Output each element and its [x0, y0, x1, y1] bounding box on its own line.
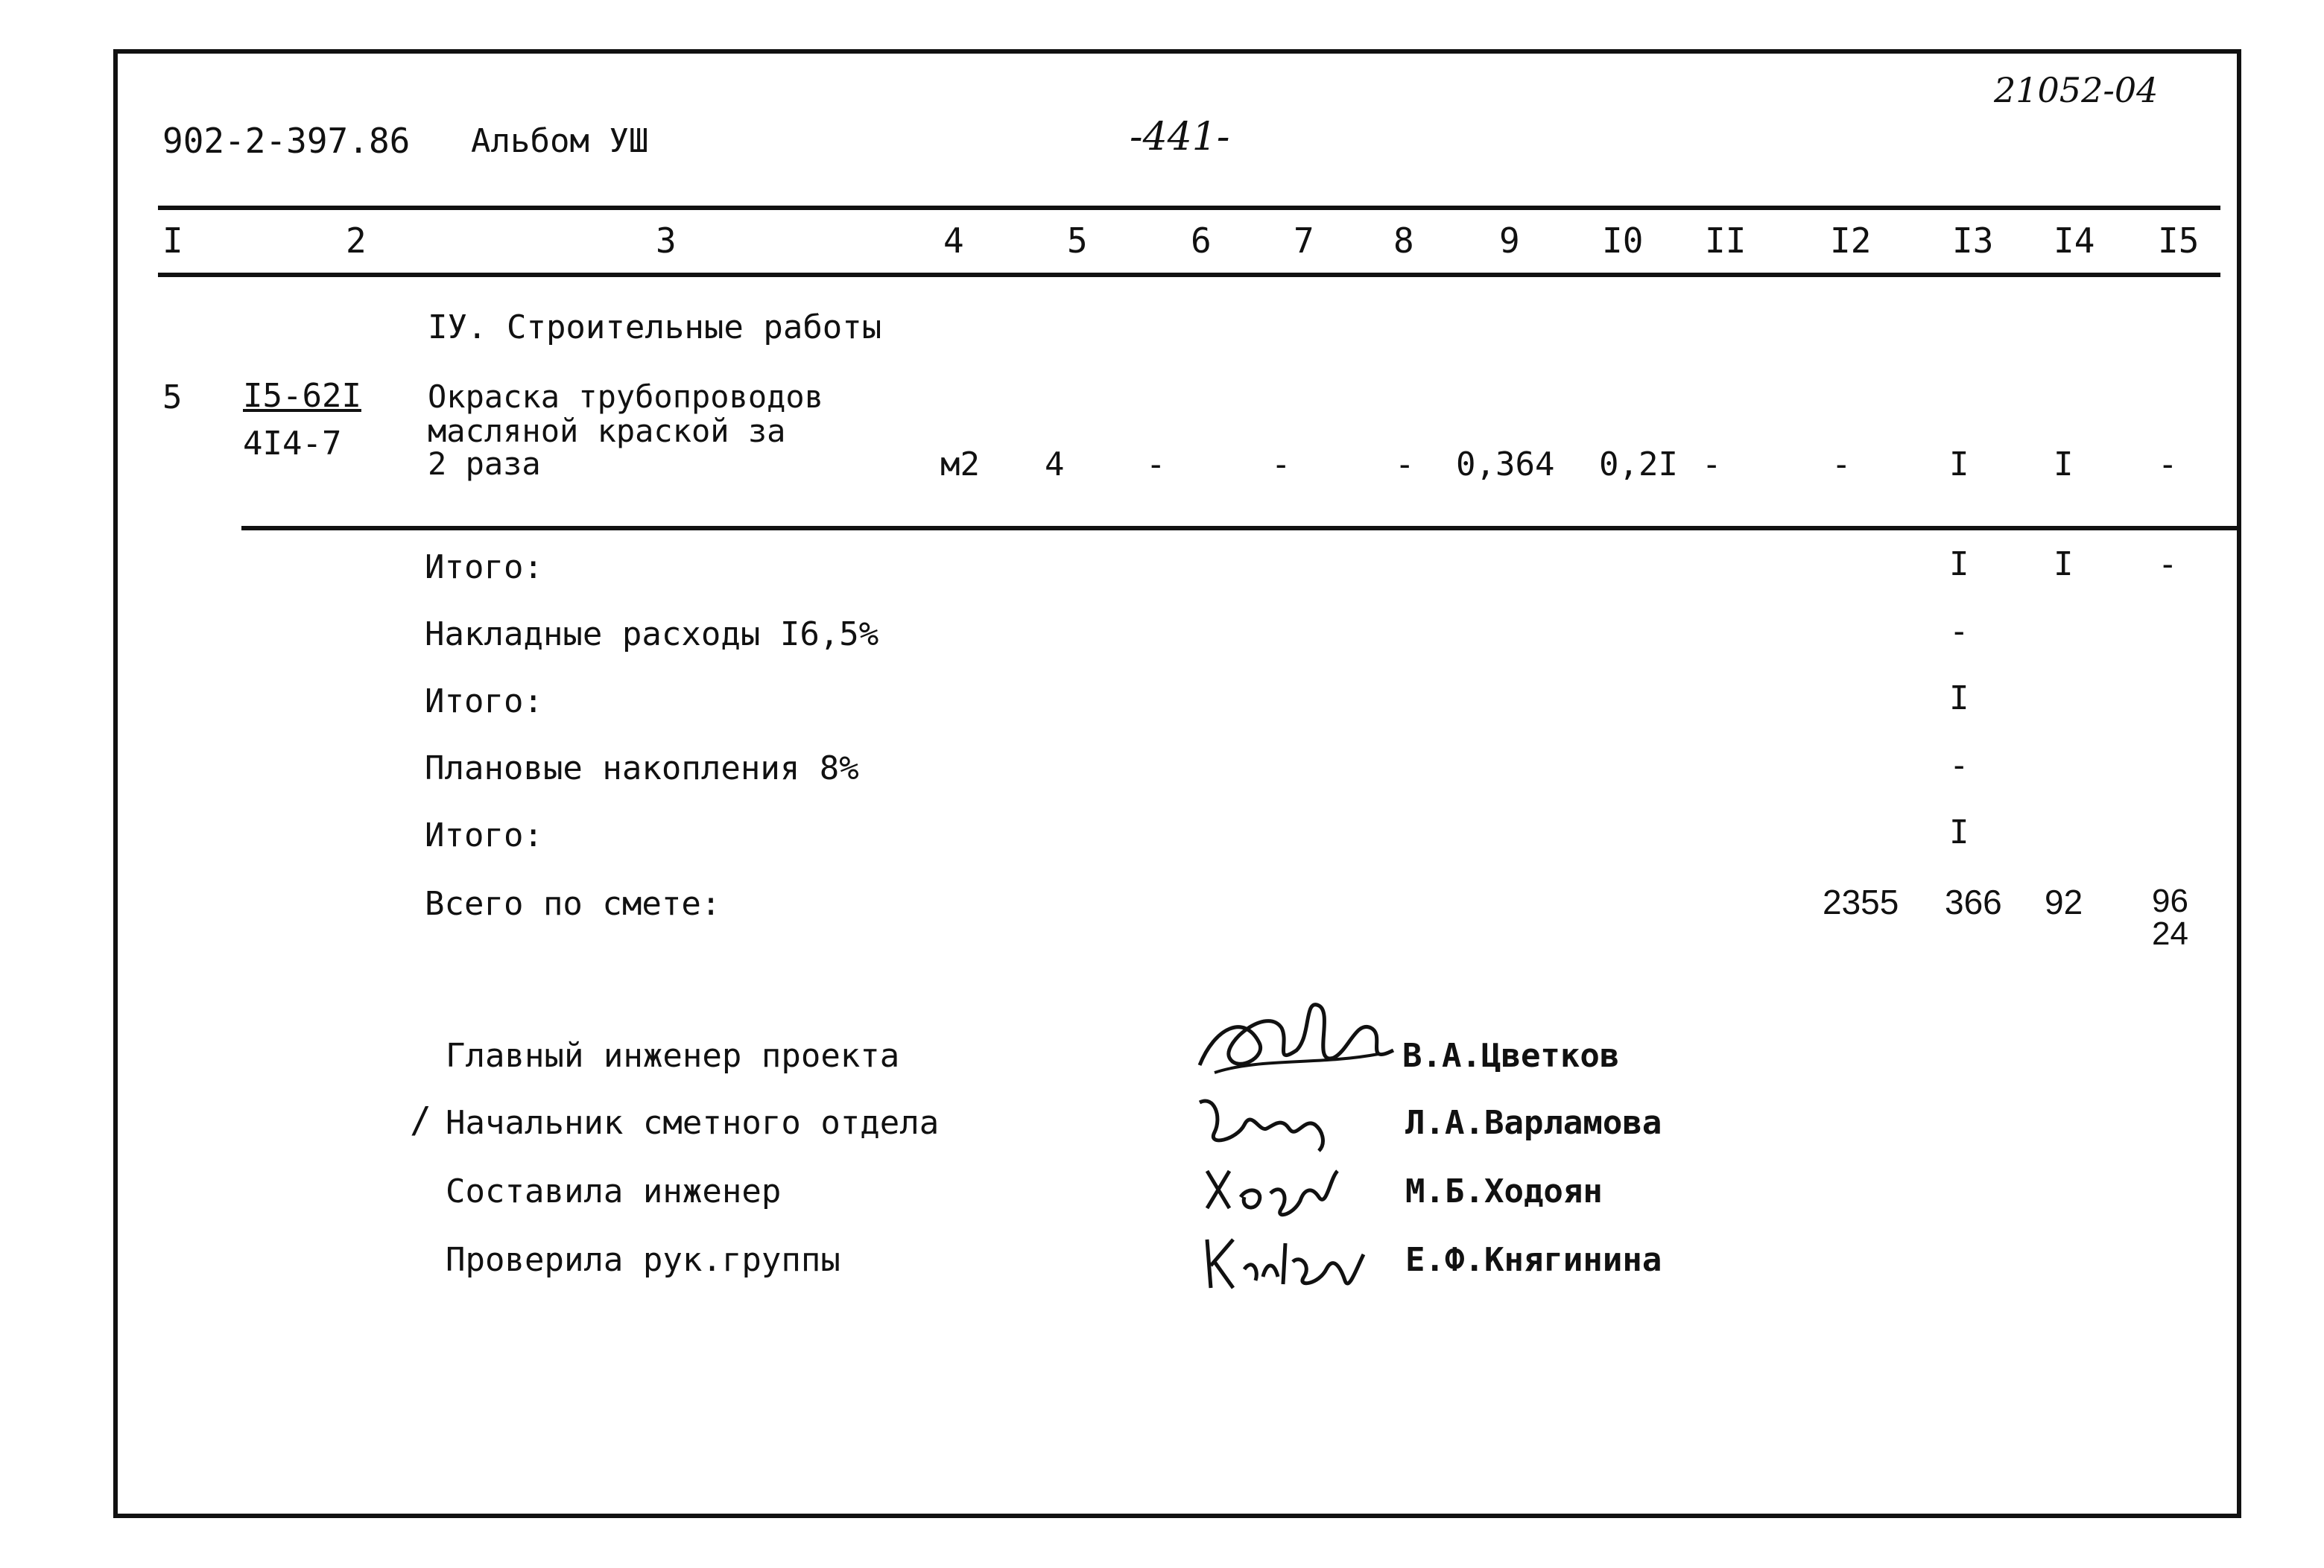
cell-c6: - — [1146, 445, 1166, 483]
header-rule-bottom — [158, 273, 2220, 277]
handwritten-signature — [1185, 983, 1408, 1088]
total-label: Итого: — [425, 682, 543, 720]
grand-total-c15-bottom: 24 — [2152, 915, 2188, 952]
col-header: 3 — [656, 220, 677, 261]
col-header: II — [1705, 220, 1747, 261]
cell-c11: - — [1702, 445, 1722, 483]
handwritten-signature — [1200, 1156, 1349, 1223]
col-header: 2 — [346, 220, 367, 261]
total-c13: - — [1949, 612, 1969, 650]
signature-role: Составила инженер — [446, 1172, 782, 1210]
item-subcode: 4I4-7 — [243, 425, 342, 463]
grand-total-c12: 2355 — [1823, 883, 1899, 921]
col-header: 5 — [1067, 220, 1088, 261]
col-header: 9 — [1499, 220, 1520, 261]
col-header: I3 — [1952, 220, 1994, 261]
cell-c9: 0,364 — [1456, 445, 1555, 483]
section-title: IУ. Строительные работы — [428, 308, 882, 346]
item-description-line: масляной краской за — [428, 413, 786, 449]
total-label: Накладные расходы I6,5% — [425, 615, 879, 653]
signature-role: Начальник сметного отдела — [446, 1104, 940, 1142]
cell-c13: I — [1949, 445, 1969, 483]
cell-c10: 0,2I — [1599, 445, 1678, 483]
total-c13: - — [1949, 746, 1969, 784]
signature-role: Главный инженер проекта — [446, 1037, 900, 1075]
cell-c14: I — [2054, 445, 2074, 483]
album-label: Альбом УШ — [471, 122, 649, 160]
item-description-line: 2 раза — [428, 445, 541, 482]
col-header: 8 — [1393, 220, 1414, 261]
col-header: 6 — [1191, 220, 1212, 261]
grand-total-c13: 366 — [1945, 883, 2002, 921]
signature-role: Проверила рук.группы — [446, 1241, 840, 1279]
signature-name: Л.А.Варламова — [1405, 1104, 1662, 1142]
col-header: I — [162, 220, 183, 261]
col-header: I0 — [1602, 220, 1644, 261]
col-header: I5 — [2158, 220, 2200, 261]
grand-total-c14: 92 — [2045, 883, 2083, 921]
signature-name: В.А.Цветков — [1402, 1037, 1620, 1075]
margin-mark: / — [410, 1099, 431, 1141]
signature-name: М.Б.Ходоян — [1405, 1172, 1603, 1210]
total-c14: I — [2054, 545, 2074, 583]
page-number: -441- — [1130, 115, 1230, 159]
header-rule-top — [158, 206, 2220, 210]
cell-c12: - — [1831, 445, 1852, 483]
item-code: I5-62I — [243, 377, 361, 415]
grand-total-c15-top: 96 — [2152, 883, 2188, 919]
col-header: I4 — [2054, 220, 2095, 261]
grand-total-label: Всего по смете: — [425, 885, 721, 923]
item-qty: 4 — [1045, 445, 1065, 483]
total-label: Итого: — [425, 548, 543, 586]
col-header: 4 — [943, 220, 964, 261]
signature-name: Е.Ф.Княгинина — [1405, 1241, 1662, 1279]
handwritten-signature — [1200, 1225, 1371, 1299]
total-label: Плановые накопления 8% — [425, 749, 859, 787]
section-rule — [241, 526, 2238, 530]
item-number: 5 — [162, 378, 183, 416]
handwritten-signature — [1192, 1088, 1341, 1155]
cell-c7: - — [1271, 445, 1291, 483]
total-c13: I — [1949, 813, 1969, 851]
item-unit: м2 — [940, 445, 980, 483]
doc-code: 902-2-397.86 — [162, 121, 411, 161]
col-header: 7 — [1294, 220, 1314, 261]
cell-c8: - — [1395, 445, 1415, 483]
cell-c15: - — [2158, 445, 2178, 483]
col-header: I2 — [1830, 220, 1872, 261]
item-description-line: Окраска трубопроводов — [428, 378, 824, 415]
total-c15: - — [2158, 545, 2178, 583]
total-c13: I — [1949, 679, 1969, 717]
total-c13: I — [1949, 545, 1969, 583]
archive-stamp: 21052-04 — [1994, 70, 2159, 110]
total-label: Итого: — [425, 816, 543, 854]
